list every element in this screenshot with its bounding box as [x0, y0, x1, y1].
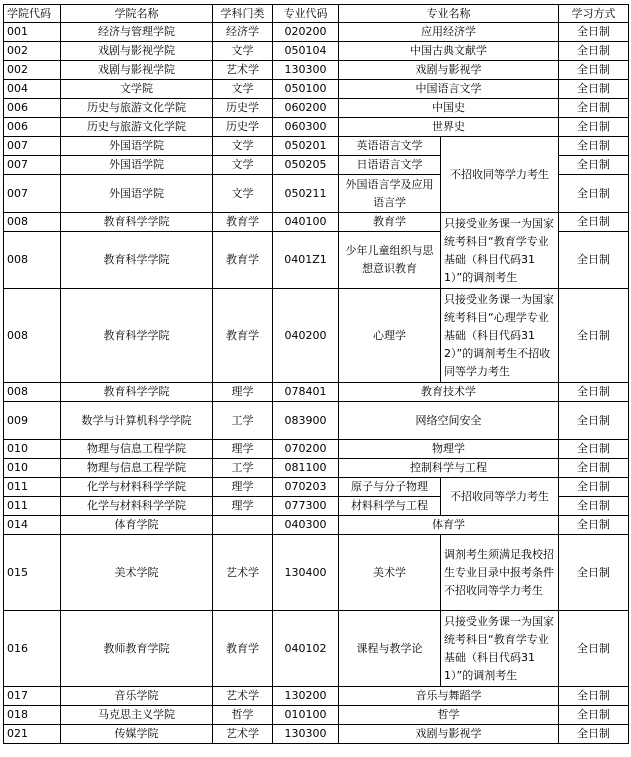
- major-code-cell: 130300: [273, 725, 339, 744]
- note-cell: 只接受业务课一为国家统考科目“教育学专业基础（科目代码311）”的调剂考生: [441, 611, 559, 687]
- category-cell: 理学: [213, 440, 273, 459]
- major-code-cell: 050104: [273, 42, 339, 61]
- study-mode-cell: 全日制: [559, 516, 629, 535]
- major-name-cell: 中国语言文学: [339, 80, 559, 99]
- note-cell: 只接受业务课一为国家统考科目“教育学专业基础（科目代码311）”的调剂考生: [441, 213, 559, 289]
- major-name-cell: 控制科学与工程: [339, 459, 559, 478]
- table-row: [4, 289, 629, 383]
- category-cell: 文学: [213, 175, 273, 213]
- major-code-cell: 130300: [273, 61, 339, 80]
- major-name-cell: 体育学: [339, 516, 559, 535]
- college-name-cell: 文学院: [61, 80, 213, 99]
- major-name-cell: 物理学: [339, 440, 559, 459]
- major-code-cell: 060200: [273, 99, 339, 118]
- college-code-cell: 002: [4, 42, 61, 61]
- study-mode-cell: 全日制: [559, 232, 629, 289]
- major-code-cell: 081100: [273, 459, 339, 478]
- study-mode-cell: 全日制: [559, 725, 629, 744]
- major-code-cell: 060300: [273, 118, 339, 137]
- college-name-cell: 历史与旅游文化学院: [61, 99, 213, 118]
- category-cell: 经济学: [213, 23, 273, 42]
- header-college-name: 学院名称: [61, 5, 213, 23]
- table-row: [4, 516, 629, 535]
- study-mode-cell: 全日制: [559, 687, 629, 706]
- college-code-cell: 008: [4, 289, 61, 383]
- college-code-cell: 006: [4, 99, 61, 118]
- major-code-cell: 010100: [273, 706, 339, 725]
- category-cell: 艺术学: [213, 725, 273, 744]
- major-name-cell: 心理学: [339, 289, 441, 383]
- major-code-cell: 070203: [273, 478, 339, 497]
- table-row: [4, 478, 629, 497]
- major-name-cell: 材料科学与工程: [339, 497, 441, 516]
- study-mode-cell: 全日制: [559, 497, 629, 516]
- category-cell: 教育学: [213, 289, 273, 383]
- table-row: [4, 80, 629, 99]
- major-code-cell: 040102: [273, 611, 339, 687]
- college-name-cell: 教育科学学院: [61, 232, 213, 289]
- college-name-cell: 外国语学院: [61, 156, 213, 175]
- study-mode-cell: 全日制: [559, 383, 629, 402]
- category-cell: 哲学: [213, 706, 273, 725]
- admissions-table-sheet: [3, 4, 628, 754]
- study-mode-cell: 全日制: [559, 478, 629, 497]
- major-name-cell: 少年儿童组织与思想意识教育: [339, 232, 441, 289]
- major-name-cell: 世界史: [339, 118, 559, 137]
- major-code-cell: 050205: [273, 156, 339, 175]
- college-code-cell: 008: [4, 383, 61, 402]
- table-row: [4, 61, 629, 80]
- major-name-cell: 音乐与舞蹈学: [339, 687, 559, 706]
- study-mode-cell: 全日制: [559, 99, 629, 118]
- major-code-cell: 077300: [273, 497, 339, 516]
- college-code-cell: 018: [4, 706, 61, 725]
- table-row: [4, 402, 629, 440]
- college-name-cell: 音乐学院: [61, 687, 213, 706]
- major-name-cell: 中国史: [339, 99, 559, 118]
- category-cell: 工学: [213, 459, 273, 478]
- major-name-cell: 外国语言学及应用语言学: [339, 175, 441, 213]
- college-name-cell: 教师教育学院: [61, 611, 213, 687]
- college-name-cell: 体育学院: [61, 516, 213, 535]
- study-mode-cell: 全日制: [559, 175, 629, 213]
- college-name-cell: 外国语学院: [61, 175, 213, 213]
- study-mode-cell: 全日制: [559, 213, 629, 232]
- college-name-cell: 教育科学学院: [61, 213, 213, 232]
- category-cell: [213, 516, 273, 535]
- major-name-cell: 戏剧与影视学: [339, 61, 559, 80]
- table-row: [4, 611, 629, 687]
- study-mode-cell: 全日制: [559, 402, 629, 440]
- study-mode-cell: 全日制: [559, 440, 629, 459]
- major-name-cell: 美术学: [339, 535, 441, 611]
- college-code-cell: 007: [4, 175, 61, 213]
- major-code-cell: 040200: [273, 289, 339, 383]
- header-major-name: 专业名称: [339, 5, 559, 23]
- category-cell: 历史学: [213, 118, 273, 137]
- major-code-cell: 0401Z1: [273, 232, 339, 289]
- major-code-cell: 130200: [273, 687, 339, 706]
- major-name-cell: 网络空间安全: [339, 402, 559, 440]
- college-code-cell: 009: [4, 402, 61, 440]
- college-name-cell: 物理与信息工程学院: [61, 459, 213, 478]
- header-row: [4, 5, 629, 23]
- category-cell: 历史学: [213, 99, 273, 118]
- table-row: [4, 687, 629, 706]
- category-cell: 教育学: [213, 232, 273, 289]
- college-code-cell: 008: [4, 213, 61, 232]
- college-code-cell: 015: [4, 535, 61, 611]
- category-cell: 工学: [213, 402, 273, 440]
- category-cell: 文学: [213, 80, 273, 99]
- major-name-cell: 哲学: [339, 706, 559, 725]
- category-cell: 艺术学: [213, 535, 273, 611]
- college-name-cell: 外国语学院: [61, 137, 213, 156]
- study-mode-cell: 全日制: [559, 706, 629, 725]
- admissions-table: [3, 4, 629, 744]
- category-cell: 理学: [213, 478, 273, 497]
- study-mode-cell: 全日制: [559, 535, 629, 611]
- major-name-cell: 原子与分子物理: [339, 478, 441, 497]
- major-code-cell: 050100: [273, 80, 339, 99]
- major-code-cell: 040300: [273, 516, 339, 535]
- table-row: [4, 23, 629, 42]
- college-name-cell: 教育科学学院: [61, 383, 213, 402]
- table-row: [4, 725, 629, 744]
- study-mode-cell: 全日制: [559, 23, 629, 42]
- study-mode-cell: 全日制: [559, 42, 629, 61]
- college-name-cell: 数学与计算机科学学院: [61, 402, 213, 440]
- college-name-cell: 经济与管理学院: [61, 23, 213, 42]
- college-code-cell: 021: [4, 725, 61, 744]
- study-mode-cell: 全日制: [559, 137, 629, 156]
- table-row: [4, 118, 629, 137]
- college-code-cell: 010: [4, 459, 61, 478]
- category-cell: 理学: [213, 383, 273, 402]
- college-code-cell: 002: [4, 61, 61, 80]
- college-code-cell: 017: [4, 687, 61, 706]
- college-code-cell: 006: [4, 118, 61, 137]
- major-code-cell: 130400: [273, 535, 339, 611]
- major-code-cell: 050201: [273, 137, 339, 156]
- study-mode-cell: 全日制: [559, 156, 629, 175]
- college-name-cell: 戏剧与影视学院: [61, 42, 213, 61]
- study-mode-cell: 全日制: [559, 80, 629, 99]
- category-cell: 艺术学: [213, 687, 273, 706]
- college-code-cell: 007: [4, 156, 61, 175]
- category-cell: 艺术学: [213, 61, 273, 80]
- college-code-cell: 010: [4, 440, 61, 459]
- major-name-cell: 教育技术学: [339, 383, 559, 402]
- college-code-cell: 004: [4, 80, 61, 99]
- study-mode-cell: 全日制: [559, 61, 629, 80]
- note-cell: 只接受业务课一为国家统考科目“心理学专业基础（科目代码312）”的调剂考生不招收同等学力考生: [441, 289, 559, 383]
- study-mode-cell: 全日制: [559, 611, 629, 687]
- header-category: 学科门类: [213, 5, 273, 23]
- table-row: [4, 383, 629, 402]
- major-code-cell: 083900: [273, 402, 339, 440]
- table-row: [4, 213, 629, 232]
- college-name-cell: 美术学院: [61, 535, 213, 611]
- study-mode-cell: 全日制: [559, 289, 629, 383]
- category-cell: 文学: [213, 137, 273, 156]
- category-cell: 教育学: [213, 611, 273, 687]
- note-cell: 调剂考生须满足我校招生专业目录中报考条件不招收同等学力考生: [441, 535, 559, 611]
- table-row: [4, 137, 629, 156]
- study-mode-cell: 全日制: [559, 118, 629, 137]
- table-row: [4, 459, 629, 478]
- major-name-cell: 教育学: [339, 213, 441, 232]
- college-name-cell: 教育科学学院: [61, 289, 213, 383]
- major-name-cell: 中国古典文献学: [339, 42, 559, 61]
- header-major-code: 专业代码: [273, 5, 339, 23]
- table-row: [4, 99, 629, 118]
- major-code-cell: 020200: [273, 23, 339, 42]
- college-code-cell: 011: [4, 478, 61, 497]
- college-code-cell: 007: [4, 137, 61, 156]
- table-row: [4, 440, 629, 459]
- header-study-mode: 学习方式: [559, 5, 629, 23]
- major-code-cell: 078401: [273, 383, 339, 402]
- college-name-cell: 历史与旅游文化学院: [61, 118, 213, 137]
- header-college-code: 学院代码: [4, 5, 61, 23]
- table-row: [4, 42, 629, 61]
- college-name-cell: 物理与信息工程学院: [61, 440, 213, 459]
- college-name-cell: 马克思主义学院: [61, 706, 213, 725]
- college-code-cell: 016: [4, 611, 61, 687]
- college-code-cell: 014: [4, 516, 61, 535]
- study-mode-cell: 全日制: [559, 459, 629, 478]
- category-cell: 理学: [213, 497, 273, 516]
- major-name-cell: 应用经济学: [339, 23, 559, 42]
- major-name-cell: 日语语言文学: [339, 156, 441, 175]
- major-name-cell: 戏剧与影视学: [339, 725, 559, 744]
- college-name-cell: 化学与材料科学学院: [61, 497, 213, 516]
- major-code-cell: 070200: [273, 440, 339, 459]
- college-name-cell: 戏剧与影视学院: [61, 61, 213, 80]
- college-name-cell: 传媒学院: [61, 725, 213, 744]
- category-cell: 文学: [213, 42, 273, 61]
- major-code-cell: 040100: [273, 213, 339, 232]
- college-code-cell: 001: [4, 23, 61, 42]
- table-row: [4, 535, 629, 611]
- category-cell: 教育学: [213, 213, 273, 232]
- college-name-cell: 化学与材料科学学院: [61, 478, 213, 497]
- category-cell: 文学: [213, 156, 273, 175]
- major-code-cell: 050211: [273, 175, 339, 213]
- table-row: [4, 706, 629, 725]
- college-code-cell: 008: [4, 232, 61, 289]
- note-cell: 不招收同等学力考生: [441, 137, 559, 213]
- college-code-cell: 011: [4, 497, 61, 516]
- major-name-cell: 英语语言文学: [339, 137, 441, 156]
- note-cell: 不招收同等学力考生: [441, 478, 559, 516]
- major-name-cell: 课程与教学论: [339, 611, 441, 687]
